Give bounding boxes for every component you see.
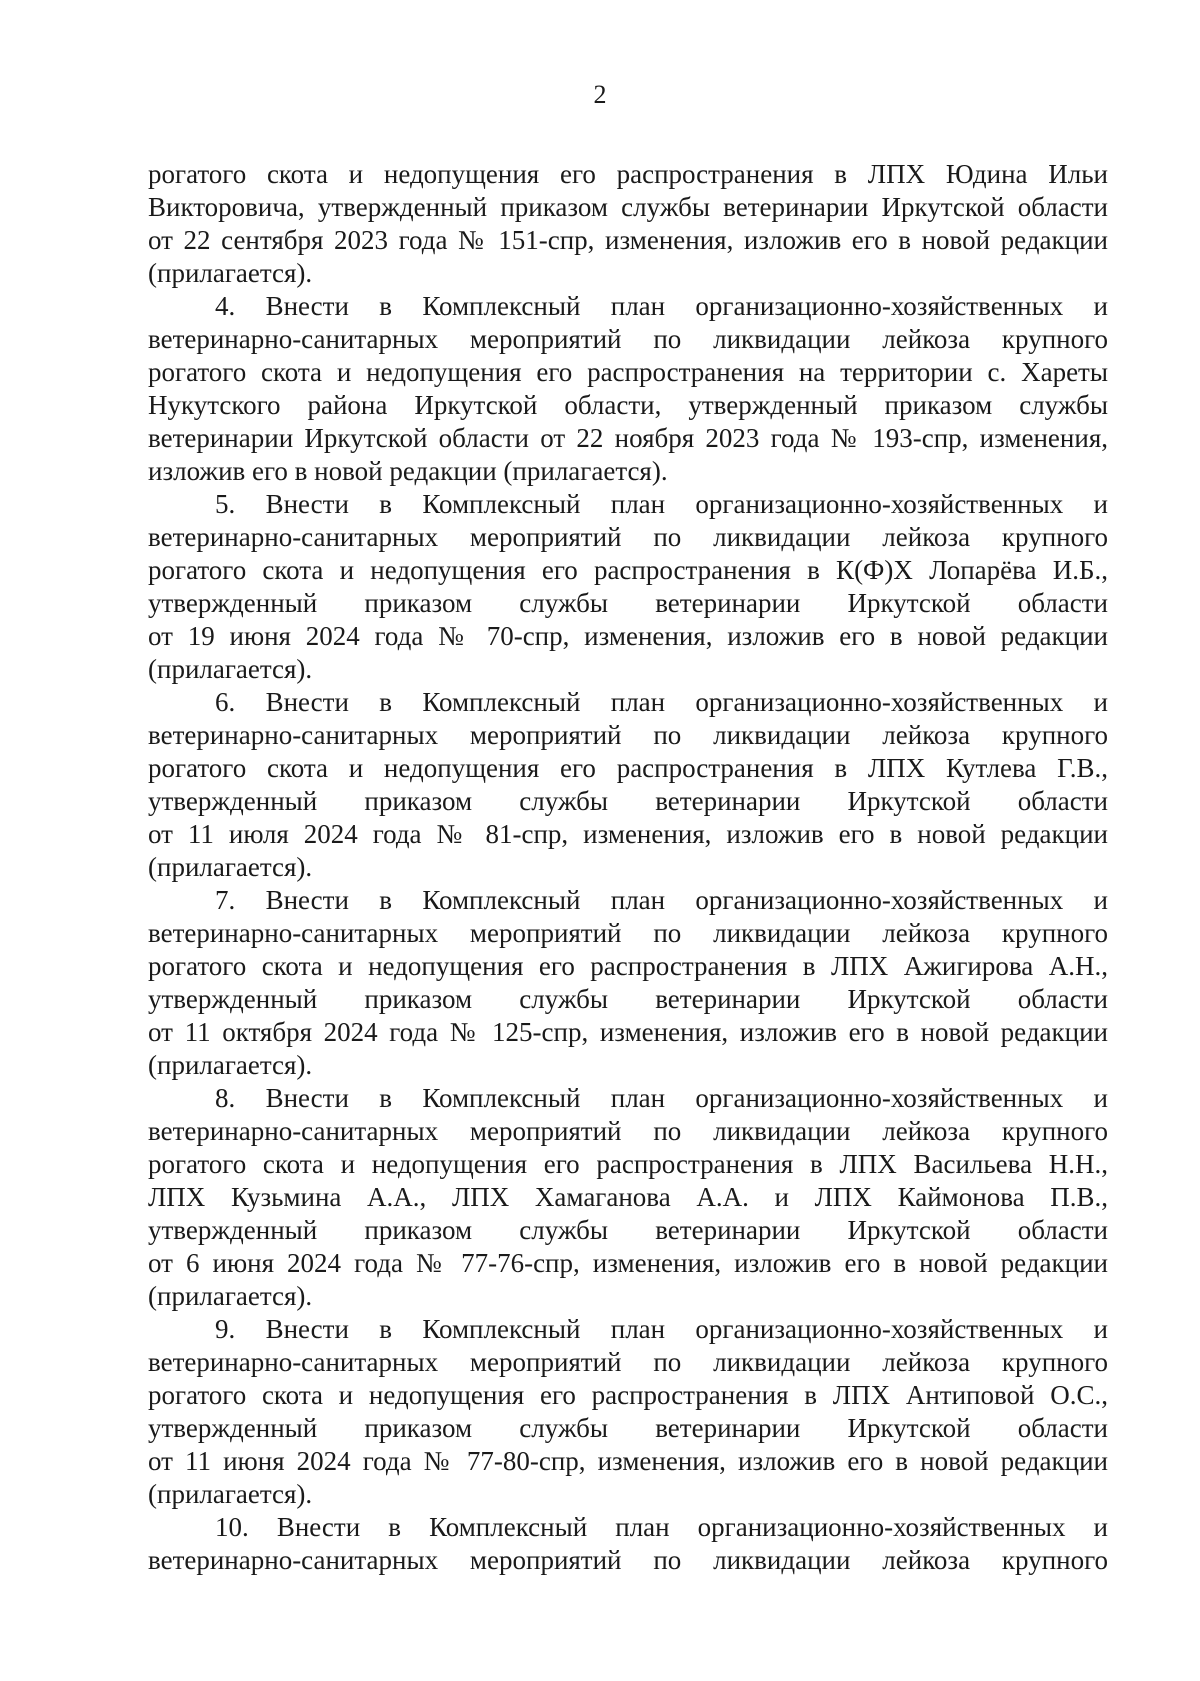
text-line: ветеринарии Иркутской области от 22 ноября 2023 года № 193-спр, изменения, [148,423,1108,453]
text-line: утвержденный приказом службы ветеринарии Иркутской области [148,588,1108,618]
text-line: ветеринарно-санитарных мероприятий по ликвидации лейкоза крупного [148,324,1108,354]
text-line: от 6 июня 2024 года № 77-76-спр, изменения, изложив его в новой редакции [148,1248,1108,1278]
text-line: ветеринарно-санитарных мероприятий по ликвидации лейкоза крупного [148,1347,1108,1377]
text-line: ветеринарно-санитарных мероприятий по ликвидации лейкоза крупного [148,1116,1108,1146]
text-line: рогатого скота и недопущения его распространения в ЛПХ Антиповой О.С., [148,1380,1108,1410]
text-line: рогатого скота и недопущения его распространения на территории с. Хареты [148,357,1108,387]
text-line: (прилагается). [148,654,313,684]
text-line: рогатого скота и недопущения его распространения в ЛПХ Ажигирова А.Н., [148,951,1108,981]
paragraph [148,158,1108,290]
text-line: (прилагается). [148,852,313,882]
text-line: (прилагается). [148,1050,313,1080]
text-line: от 11 июня 2024 года № 77-80-спр, изменения, изложив его в новой редакции [148,1446,1108,1476]
text-line: 7. Внести в Комплексный план организационно-хозяйственных и [215,885,1108,915]
text-line: 9. Внести в Комплексный план организационно-хозяйственных и [215,1314,1108,1344]
text-line: Викторовича, утвержденный приказом службы ветеринарии Иркутской области [148,192,1108,222]
text-line: ЛПХ Кузьмина А.А., ЛПХ Хамаганова А.А. и ЛПХ Каймонова П.В., [148,1182,1108,1212]
text-line: утвержденный приказом службы ветеринарии Иркутской области [148,984,1108,1014]
text-line: рогатого скота и недопущения его распространения в ЛПХ Васильева Н.Н., [148,1149,1108,1179]
text-line: от 11 октября 2024 года № 125-спр, изменения, изложив его в новой редакции [148,1017,1108,1047]
paragraph [148,1511,1108,1577]
text-line: 6. Внести в Комплексный план организационно-хозяйственных и [215,687,1108,717]
text-line: от 19 июня 2024 года № 70-спр, изменения, изложив его в новой редакции [148,621,1108,651]
text-line: 5. Внести в Комплексный план организационно-хозяйственных и [215,489,1108,519]
paragraph [148,1082,1108,1313]
paragraph [148,488,1108,686]
text-line: ветеринарно-санитарных мероприятий по ликвидации лейкоза крупного [148,1545,1108,1575]
text-line: от 22 сентября 2023 года № 151-спр, изменения, изложив его в новой редакции [148,225,1108,255]
text-line: рогатого скота и недопущения его распространения в ЛПХ Кутлева Г.В., [148,753,1108,783]
text-line: 4. Внести в Комплексный план организационно-хозяйственных и [215,291,1108,321]
text-line: утвержденный приказом службы ветеринарии Иркутской области [148,1215,1108,1245]
text-line: утвержденный приказом службы ветеринарии Иркутской области [148,786,1108,816]
text-line: 8. Внести в Комплексный план организационно-хозяйственных и [215,1083,1108,1113]
text-line: (прилагается). [148,1479,313,1509]
paragraph [148,884,1108,1082]
text-line: от 11 июля 2024 года № 81-спр, изменения, изложив его в новой редакции [148,819,1108,849]
text-line: изложив его в новой редакции (прилагается). [148,456,668,486]
text-line: (прилагается). [148,258,313,288]
text-line: Нукутского района Иркутской области, утвержденный приказом службы [148,390,1108,420]
text-line: рогатого скота и недопущения его распространения в ЛПХ Юдина Ильи [148,159,1108,189]
text-line: 10. Внести в Комплексный план организационно-хозяйственных и [215,1512,1108,1542]
text-line: ветеринарно-санитарных мероприятий по ликвидации лейкоза крупного [148,720,1108,750]
paragraph [148,290,1108,488]
paragraph [148,686,1108,884]
page-number: 2 [593,80,607,109]
text-line: (прилагается). [148,1281,313,1311]
paragraph [148,1313,1108,1511]
document-body [148,158,1108,1577]
text-line: ветеринарно-санитарных мероприятий по ликвидации лейкоза крупного [148,522,1108,552]
text-line: рогатого скота и недопущения его распространения в К(Ф)Х Лопарёва И.Б., [148,555,1108,585]
text-line: ветеринарно-санитарных мероприятий по ликвидации лейкоза крупного [148,918,1108,948]
text-line: утвержденный приказом службы ветеринарии Иркутской области [148,1413,1108,1443]
